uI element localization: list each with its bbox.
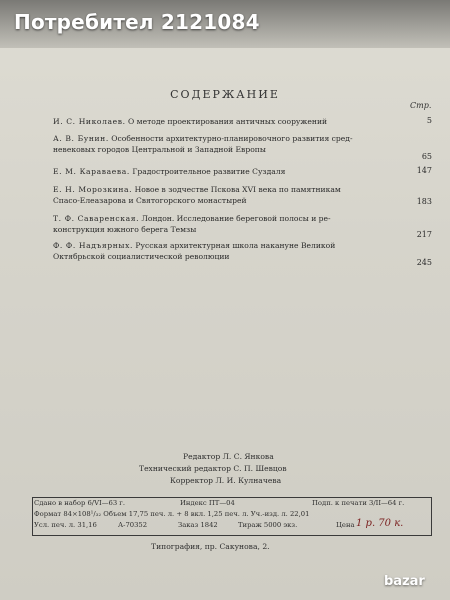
toc-title: Лондон. Исследование береговой полосы и ре- — [141, 214, 331, 223]
toc-author: Т. Ф. Саваренская. — [53, 214, 140, 223]
corrector-credit: Корректор Л. И. Кулначева — [170, 476, 282, 485]
toc-entry — [53, 116, 398, 127]
toc-page-number: 5 — [426, 116, 432, 125]
price-value: 1 р. 70 к. — [356, 518, 404, 529]
toc-title: О методе проектирования античных сооружений — [128, 117, 328, 126]
tech-editor-credit: Технический редактор С. П. Шевцов — [139, 464, 287, 473]
print-order: Заказ 1842 — [178, 521, 218, 529]
toc-title: Русская архитектурная школа накануне Великой — [135, 241, 336, 250]
price-label: Цена — [336, 521, 355, 529]
toc-author: Е. Н. Морозкина. — [53, 185, 133, 194]
toc-author: И. С. Николаев. — [53, 117, 126, 126]
toc-heading: СОДЕРЖАНИЕ — [170, 88, 280, 101]
print-code: А-70352 — [118, 521, 148, 529]
toc-entry — [53, 240, 398, 262]
toc-title-cont: конструкция южного берега Темзы — [53, 225, 197, 234]
page-column-label: Стр. — [410, 101, 432, 110]
toc-page-number: 217 — [416, 230, 432, 239]
toc-entry — [53, 133, 398, 155]
print-signed-date: Подп. к печати 3/II—64 г. — [312, 499, 405, 507]
toc-title-cont: Октябрьской социалистической революции — [53, 252, 230, 261]
toc-entry — [53, 184, 398, 206]
toc-page-number: 65 — [421, 152, 432, 161]
watermark-logo: bazar — [384, 574, 425, 589]
print-index: Индекс ПТ—04 — [180, 499, 235, 507]
user-banner — [0, 0, 450, 48]
toc-title-cont: невековых городов Центральной и Западной Европы — [53, 145, 266, 154]
printer-address: Типография, пр. Сакунова, 2. — [151, 542, 270, 551]
toc-page-number: 245 — [416, 258, 432, 267]
toc-author: Ф. Ф. Надъярных. — [53, 241, 133, 250]
editor-credit: Редактор Л. С. Янкова — [183, 452, 274, 461]
toc-entry — [53, 166, 398, 177]
print-run: Тираж 5000 экз. — [238, 521, 298, 529]
toc-title-cont: Спасо-Елеазарова и Святогорского монастырей — [53, 196, 247, 205]
toc-page-number: 147 — [416, 166, 432, 175]
toc-title: Новое в зодчестве Пскова XVI века по памятникам — [134, 185, 341, 194]
toc-title: Особенности архитектурно-планировочного развития сред- — [111, 134, 353, 143]
toc-page-number: 183 — [416, 197, 432, 206]
print-conv-sheets: Усл. печ. л. 31,16 — [34, 521, 97, 529]
print-format: Формат 84×108¹/₃₂ Объем 17,75 печ. л. + 8 вкл. 1,25 печ. л. Уч.-изд. л. 22,01 — [34, 510, 310, 518]
banner-username: Потребител 2121084 — [14, 10, 260, 34]
print-sent-date: Сдано в набор 6/VI—63 г. — [34, 499, 126, 507]
toc-entry — [53, 213, 398, 235]
toc-title: Градостроительное развитие Суздаля — [132, 167, 286, 176]
toc-author: А. В. Бунин. — [53, 134, 109, 143]
toc-author: Е. М. Караваева. — [53, 167, 130, 176]
